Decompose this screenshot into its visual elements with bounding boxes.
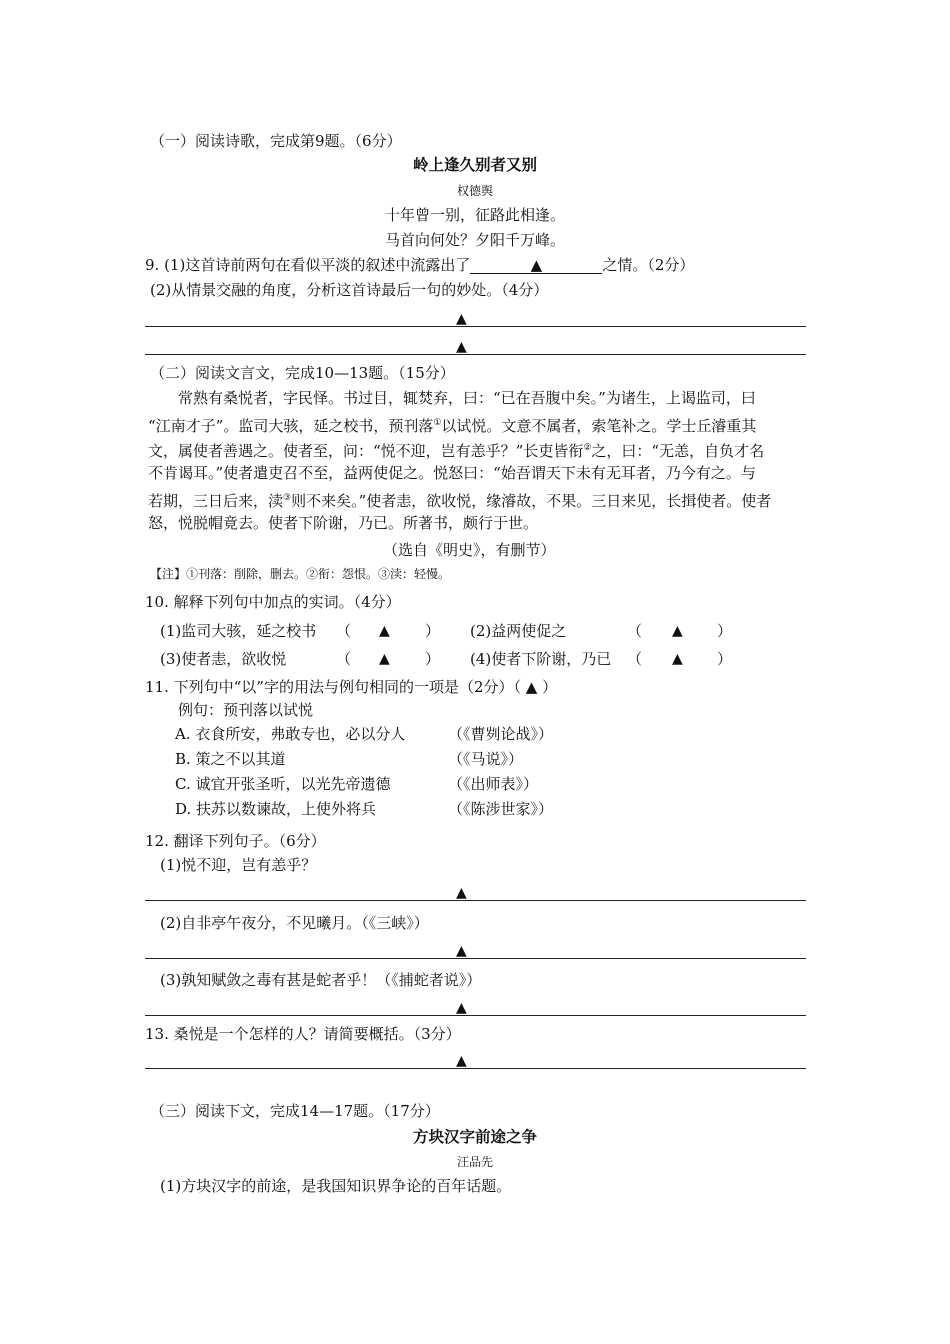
answer-triangle: ▲ bbox=[456, 311, 467, 327]
answer-blank[interactable] bbox=[470, 257, 602, 274]
answer-paren-left: （ bbox=[336, 650, 352, 668]
footnote: 【注】①刊落：削除，删去。②衔：怨恨。③渎：轻慢。 bbox=[150, 567, 451, 581]
text-segment: 文，属使者善遇之。使者至，问：“悦不迎，岂有恙乎？”长吏皆衔 bbox=[148, 442, 584, 460]
poem-line-1: 十年曾一别，征路此相逢。 bbox=[384, 206, 565, 224]
poem-author: 权德舆 bbox=[456, 184, 493, 198]
answer-paren-left: （ bbox=[627, 650, 643, 668]
question-10-item-1: (1)监司大骇，延之校书 bbox=[160, 622, 317, 640]
question-10-item-4: (4)使者下阶谢，乃已 bbox=[470, 650, 612, 668]
poem-title: 岭上逢久别者又别 bbox=[412, 156, 537, 174]
answer-triangle: ▲ bbox=[379, 651, 390, 667]
answer-triangle: ▲ bbox=[456, 339, 467, 355]
footnote-marker: ② bbox=[583, 443, 592, 453]
question-12-2: (2)自非亭午夜分，不见曦月。（《三峡》） bbox=[160, 914, 429, 932]
option-b-source: （《马说》） bbox=[448, 750, 524, 768]
answer-line[interactable] bbox=[145, 354, 806, 355]
option-c-source: （《出师表》） bbox=[448, 775, 539, 793]
answer-line[interactable] bbox=[145, 1015, 806, 1016]
answer-paren-right: ） bbox=[425, 622, 441, 640]
answer-triangle: ▲ bbox=[456, 943, 467, 959]
option-d-source: （《陈涉世家》） bbox=[448, 800, 554, 818]
option-b[interactable]: B. 策之不以其道 bbox=[175, 750, 286, 768]
answer-triangle: ▲ bbox=[456, 885, 467, 901]
text-source: （选自《明史》，有删节） bbox=[383, 541, 556, 559]
section3-heading: （三）阅读下文，完成14—17题。（17分） bbox=[150, 1102, 440, 1120]
question-9-1-text: 9. (1)这首诗前两句在看似平淡的叙述中流露出了 bbox=[145, 256, 471, 274]
answer-line[interactable] bbox=[145, 958, 806, 959]
text-segment: 之，曰：“无恙，自负才名 bbox=[591, 442, 765, 460]
section2-heading: （二）阅读文言文，完成10—13题。（15分） bbox=[150, 364, 455, 382]
answer-triangle: ▲ bbox=[672, 623, 683, 639]
option-d[interactable]: D. 扶苏以数谏故，上使外将兵 bbox=[175, 800, 377, 818]
answer-triangle: ▲ bbox=[456, 1000, 467, 1016]
question-10-item-3: (3)使者恚，欲收悦 bbox=[160, 650, 287, 668]
answer-line[interactable] bbox=[145, 1068, 806, 1069]
question-12-3: (3)孰知赋敛之毒有甚是蛇者乎！（《捕蛇者说》） bbox=[160, 971, 482, 989]
question-9-1-suffix: 之情。（2分） bbox=[602, 256, 695, 274]
option-a[interactable]: A. 衣食所安，弗敢专也，必以分人 bbox=[175, 725, 406, 743]
answer-line[interactable] bbox=[145, 326, 806, 327]
classical-text-line-6: 怒，悦脱帽竟去。使者下阶谢，乃已。所著书，颇行于世。 bbox=[148, 514, 539, 532]
text-segment: 若期，三日后来，渎 bbox=[148, 492, 284, 510]
answer-triangle: ▲ bbox=[456, 1053, 467, 1069]
text-segment: 则不来矣。”使者恚，欲收悦，缘濬故，不果。三日来见，长揖使者。使者 bbox=[291, 492, 772, 510]
text-segment: “江南才子”。监司大骇，延之校书，预刊落 bbox=[148, 417, 434, 435]
classical-text-line-1: 常熟有桑悦者，字民怿。书过目，辄焚弃，曰：“已在吾腹中矣。”为诸生，上谒监司，曰 bbox=[178, 389, 756, 407]
question-11-example: 例句：预刊落以试悦 bbox=[178, 701, 314, 719]
question-10-item-2: (2)益两使促之 bbox=[470, 622, 567, 640]
option-a-source: （《曹刿论战》） bbox=[448, 725, 554, 743]
answer-paren-left: （ bbox=[336, 622, 352, 640]
section1-heading: （一）阅读诗歌，完成第9题。（6分） bbox=[150, 132, 402, 150]
question-9-1 bbox=[145, 255, 694, 275]
article-paragraph-1: (1)方块汉字的前途，是我国知识界争论的百年话题。 bbox=[160, 1177, 512, 1195]
answer-triangle: ▲ bbox=[672, 651, 683, 667]
article-title: 方块汉字前途之争 bbox=[412, 1128, 537, 1146]
text-segment: 以试悦。文意不属者，索笔补之。学士丘濬重其 bbox=[441, 417, 757, 435]
answer-paren-right: ） bbox=[717, 622, 733, 640]
footnote-marker: ③ bbox=[283, 493, 292, 503]
answer-paren-right: ） bbox=[425, 650, 441, 668]
answer-line[interactable] bbox=[145, 900, 806, 901]
article-author: 汪品先 bbox=[456, 1155, 493, 1169]
answer-triangle: ▲ bbox=[530, 256, 543, 274]
answer-paren-right: ） bbox=[717, 650, 733, 668]
question-12: 12. 翻译下列句子。（6分） bbox=[145, 832, 326, 850]
answer-triangle: ▲ bbox=[379, 623, 390, 639]
question-11: 11. 下列句中“以”字的用法与例句相同的一项是（2分）（ ▲ ） bbox=[145, 678, 558, 696]
question-9-2: (2)从情景交融的角度，分析这首诗最后一句的妙处。（4分） bbox=[150, 281, 549, 299]
poem-line-2: 马首向何处？夕阳千万峰。 bbox=[384, 231, 565, 249]
question-13: 13. 桑悦是一个怎样的人？请简要概括。（3分） bbox=[145, 1025, 461, 1043]
option-c[interactable]: C. 诚宜开张圣听，以光先帝遗德 bbox=[175, 775, 391, 793]
question-12-1: (1)悦不迎，岂有恙乎？ bbox=[160, 856, 317, 874]
question-10: 10. 解释下列句中加点的实词。（4分） bbox=[145, 593, 401, 611]
classical-text-line-3 bbox=[148, 438, 764, 461]
footnote-marker: ① bbox=[433, 418, 442, 428]
answer-paren-left: （ bbox=[627, 622, 643, 640]
classical-text-line-5 bbox=[148, 488, 771, 511]
classical-text-line-4: 不肯谒耳。”使者遣吏召不至，益两使促之。悦怒曰：“始吾谓天下未有无耳者，乃今有之。与 bbox=[148, 464, 756, 482]
classical-text-line-2 bbox=[148, 413, 756, 436]
